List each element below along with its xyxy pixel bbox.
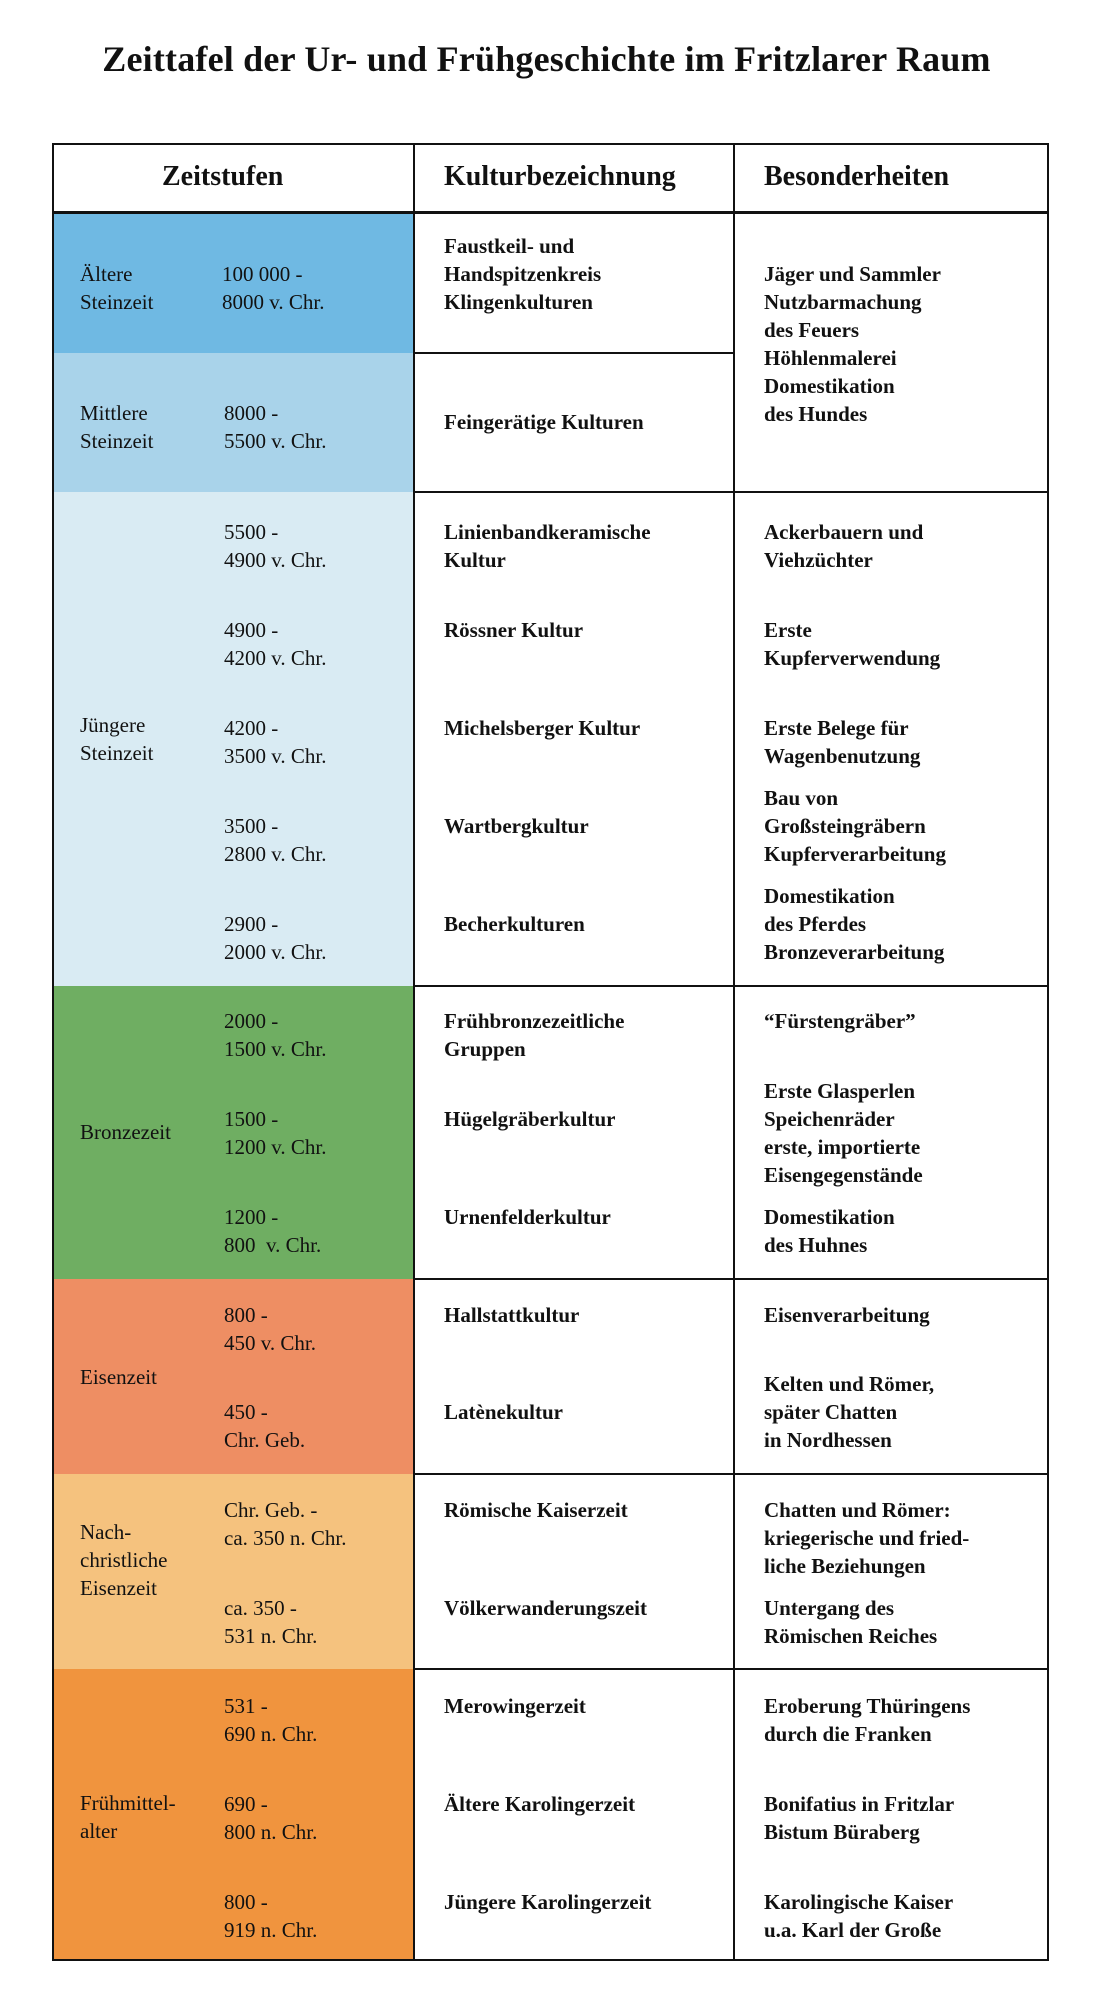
culture-name: Becherkulturen: [444, 912, 585, 936]
border-bottom: [52, 1959, 1049, 1961]
date-range: 690 - 800 n. Chr.: [224, 1792, 318, 1844]
header-kulturbezeichnung: Kulturbezeichnung: [444, 161, 676, 192]
feature-text: Domestikation des Huhnes: [764, 1205, 895, 1257]
header-zeitstufen: Zeitstufen: [162, 161, 284, 192]
date-range: 531 - 690 n. Chr.: [224, 1694, 318, 1746]
feature-text: Bau von Großsteingräbern Kupferverarbeitung: [764, 786, 946, 866]
feature-text: Ackerbauern und Viehzüchter: [764, 520, 924, 572]
feature-text: Eisenverarbeitung: [764, 1303, 930, 1327]
date-range: 5500 - 4900 v. Chr.: [224, 520, 327, 572]
culture-name: Feingerätige Kulturen: [444, 410, 644, 434]
culture-name: Frühbronzezeitliche Gruppen: [444, 1009, 625, 1061]
period-nachchristliche-eisenzeit: Nach- christliche Eisenzeit: [80, 1520, 168, 1600]
culture-name: Linienbandkeramische Kultur: [444, 520, 651, 572]
row-divider-frueh: [414, 1668, 1049, 1670]
culture-name: Hallstattkultur: [444, 1303, 580, 1327]
period-aeltere-steinzeit: Ältere Steinzeit: [80, 262, 154, 314]
date-range: 1200 - 800 v. Chr.: [224, 1205, 322, 1257]
header-besonderheiten: Besonderheiten: [764, 161, 950, 192]
feature-text: Erste Belege für Wagenbenutzung: [764, 716, 921, 768]
border-right: [1047, 143, 1049, 1961]
page-title: Zeittafel der Ur- und Frühgeschichte im Fritzlarer Raum: [102, 39, 991, 79]
header-divider: [52, 211, 1049, 214]
row-divider-juengere: [414, 491, 1049, 493]
date-range: Chr. Geb. - ca. 350 n. Chr.: [224, 1498, 347, 1550]
date-range: 2000 - 1500 v. Chr.: [224, 1009, 327, 1061]
culture-name: Michelsberger Kultur: [444, 716, 641, 740]
date-range: 800 - 450 v. Chr.: [224, 1303, 316, 1355]
timeline-table: [52, 143, 1049, 1961]
culture-name: Wartbergkultur: [444, 814, 589, 838]
culture-name: Hügelgräberkultur: [444, 1107, 616, 1131]
culture-name: Jüngere Karolingerzeit: [444, 1890, 652, 1914]
culture-name: Faustkeil- und Handspitzenkreis Klingenkulturen: [444, 234, 602, 314]
feature-text: Karolingische Kaiser u.a. Karl der Große: [764, 1890, 954, 1942]
feature-text: “Fürstengräber”: [764, 1009, 916, 1033]
period-eisenzeit: Eisenzeit: [80, 1365, 157, 1389]
date-range: 1500 - 1200 v. Chr.: [224, 1107, 327, 1159]
feature-text: Bonifatius in Fritzlar Bistum Büraberg: [764, 1792, 955, 1844]
feature-text: Erste Kupferverwendung: [764, 618, 941, 670]
culture-name: Völkerwanderungszeit: [444, 1596, 647, 1620]
date-range: 3500 - 2800 v. Chr.: [224, 814, 327, 866]
culture-name: Rössner Kultur: [444, 618, 584, 642]
date-range: 450 - Chr. Geb.: [224, 1400, 306, 1452]
feature-text: Jäger und Sammler Nutzbarmachung des Feuers Höhlenmalerei Domestikation des Hundes: [764, 262, 941, 426]
feature-text: Domestikation des Pferdes Bronzeverarbeitung: [764, 884, 945, 964]
culture-name: Römische Kaiserzeit: [444, 1498, 628, 1522]
border-left: [52, 143, 54, 1961]
row-divider-nach: [414, 1473, 1049, 1475]
feature-text: Chatten und Römer: kriegerische und fried- liche Beziehungen: [764, 1498, 970, 1578]
date-range: 4200 - 3500 v. Chr.: [224, 716, 327, 768]
period-juengere-steinzeit: Jüngere Steinzeit: [80, 713, 154, 765]
feature-text: Kelten und Römer, später Chatten in Nordhessen: [764, 1372, 935, 1452]
date-range: 800 - 919 n. Chr.: [224, 1890, 318, 1942]
culture-name: Urnenfelderkultur: [444, 1205, 611, 1229]
feature-text: Eroberung Thüringens durch die Franken: [764, 1694, 971, 1746]
col-divider-1: [413, 143, 415, 1961]
row-divider-bronze: [414, 985, 1049, 987]
period-mittlere-steinzeit: Mittlere Steinzeit: [80, 401, 154, 453]
feature-text: Untergang des Römischen Reiches: [764, 1596, 938, 1648]
date-range: 2900 - 2000 v. Chr.: [224, 912, 327, 964]
feature-text: Erste Glasperlen Speichenräder erste, importierte Eisengegenstände: [764, 1079, 923, 1187]
date-range: 4900 - 4200 v. Chr.: [224, 618, 327, 670]
row-divider-mittlere-col2: [414, 352, 734, 354]
culture-name: Merowingerzeit: [444, 1694, 586, 1718]
col-divider-2: [733, 143, 735, 1961]
period-fruehmittelalter: Frühmittel- alter: [80, 1791, 176, 1843]
row-divider-eisen: [414, 1278, 1049, 1280]
culture-name: Latènekultur: [444, 1400, 564, 1424]
date-range: ca. 350 - 531 n. Chr.: [224, 1596, 318, 1648]
period-bronzezeit: Bronzezeit: [80, 1120, 171, 1144]
date-range: 100 000 - 8000 v. Chr.: [222, 262, 325, 314]
culture-name: Ältere Karolingerzeit: [444, 1792, 636, 1816]
date-range: 8000 - 5500 v. Chr.: [224, 401, 327, 453]
